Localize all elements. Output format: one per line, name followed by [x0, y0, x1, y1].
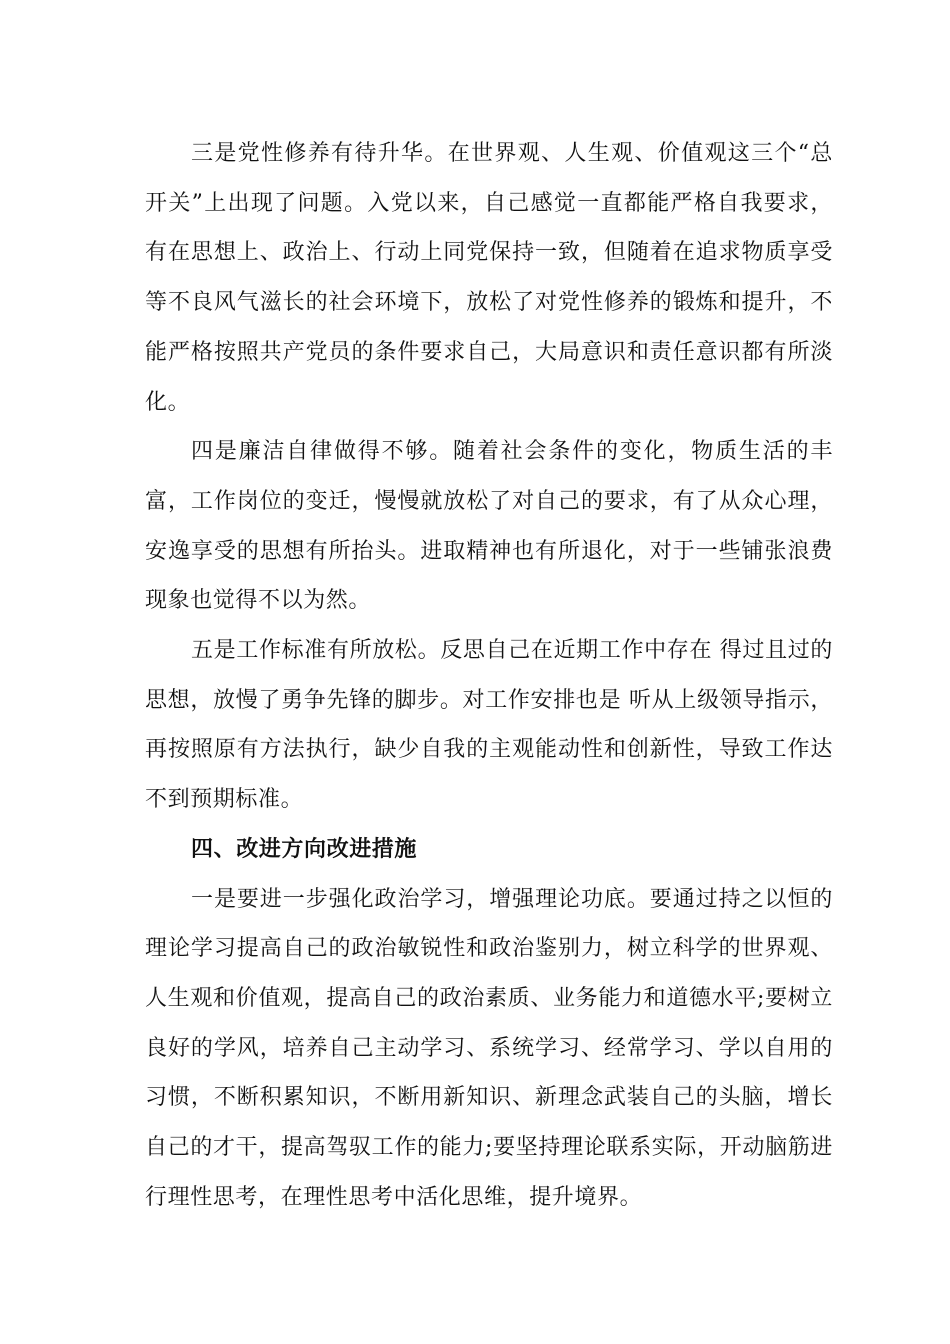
document-body: [145, 129, 833, 1222]
paragraph-work-standards: 五是工作标准有所放松。反思自己在近期工作中存在 得过且过的思想，放慢了勇争先锋的脚步。对工作安排也是 听从上级领导指示，再按照原有方法执行，缺少自我的主观能动性和创新性，导致工作达不到预期标准。: [145, 638, 833, 813]
paragraph-integrity: 四是廉洁自律做得不够。随着社会条件的变化，物质生活的丰富，工作岗位的变迁，慢慢就放松了对自己的要求，有了从众心理，安逸享受的思想有所抬头。进取精神也有所退化，对于一些铺张浪费现象也觉得不以为然。: [145, 439, 833, 614]
paragraph-party-spirit: 三是党性修养有待升华。在世界观、人生观、价值观这三个“总开关”上出现了问题。入党以来，自己感觉一直都能严格自我要求，有在思想上、政治上、行动上同党保持一致，但随着在追求物质享受等不良风气滋长的社会环境下，放松了对党性修养的锻炼和提升，不能严格按照共产党员的条件要求自己，大局意识和责任意识都有所淡化。: [145, 141, 833, 415]
paragraph-political-study: 一是要进一步强化政治学习，增强理论功底。要通过持之以恒的理论学习提高自己的政治敏锐性和政治鉴别力，树立科学的世界观、人生观和价值观，提高自己的政治素质、业务能力和道德水平;要树立良好的学风，培养自己主动学习、系统学习、经常学习、学以自用的习惯，不断积累知识，不断用新知识、新理念武装自己的头脑，增长自己的才干，提高驾驭工作的能力;要坚持理论联系实际，开动脑筋进行理性思考，在理性思考中活化思维，提升境界。: [145, 886, 833, 1210]
section-heading: 四、改进方向改进措施: [191, 836, 418, 862]
